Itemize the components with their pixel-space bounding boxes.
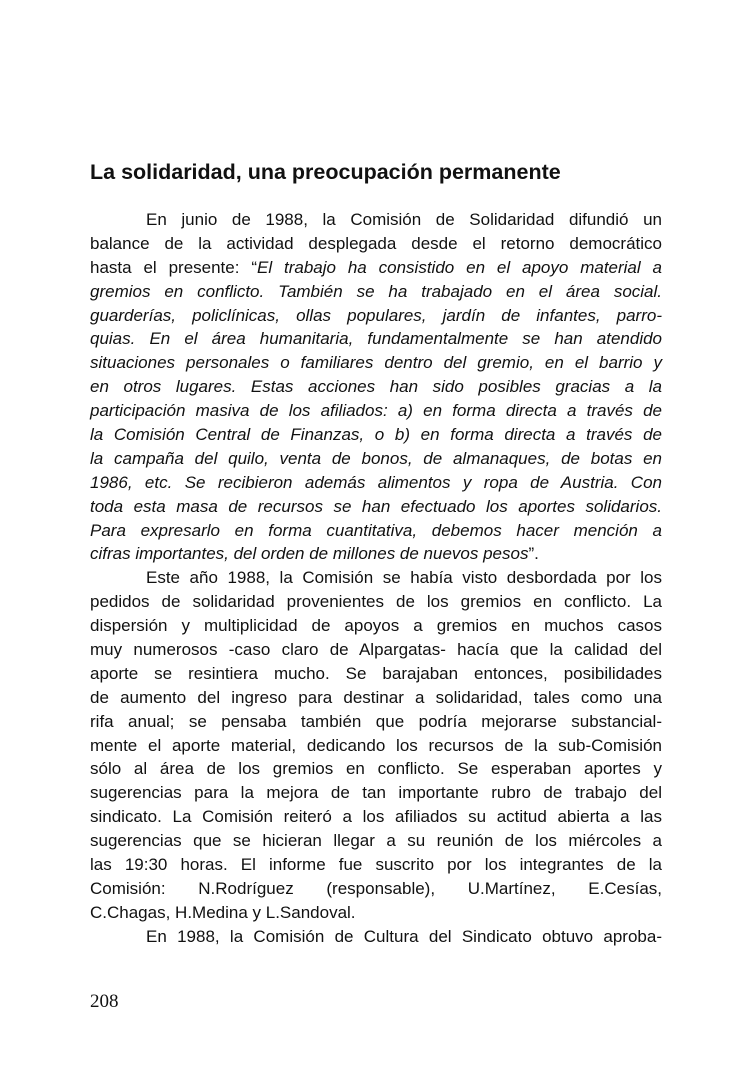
- text-line: [90, 542, 662, 566]
- text-line: mente el aporte material, dedicando los recursos de la sub-Comisión: [90, 735, 662, 755]
- text-line: dispersión y multiplicidad de apoyos a gremios en muchos casos: [90, 616, 662, 636]
- text-line: de aumento del ingreso para destinar a solidaridad, tales como una: [90, 687, 662, 707]
- text-line: En 1988, la Comisión de Cultura del Sindicato obtuvo aproba-: [146, 926, 662, 946]
- text-line: rifa anual; se pensaba también que podría mejorarse substancial-: [90, 711, 662, 731]
- text-line: C.Chagas, H.Medina y L.Sandoval.: [90, 902, 356, 922]
- text-run: El trabajo ha consistido en el apoyo material a: [257, 257, 662, 277]
- text-line: gremios en conflicto. También se ha trabajado en el área social.: [90, 281, 662, 301]
- text-line: aporte se resintiera mucho. Se barajaban entonces, posibilidades: [90, 663, 662, 683]
- text-line: sindicato. La Comisión reiteró a los afiliados su actitud abierta a las: [90, 807, 662, 827]
- text-run: hasta el presente: “: [90, 257, 257, 277]
- text-line: [90, 256, 662, 280]
- text-line: pedidos de solidaridad provenientes de los gremios en conflicto. La: [90, 592, 662, 612]
- text-line: sólo al área de los gremios en conflicto. Se esperaban aportes y: [90, 759, 662, 779]
- paragraph-culture-commission: [90, 925, 662, 949]
- text-line: la Comisión Central de Finanzas, o b) en forma directa a través de: [90, 425, 662, 445]
- text-line: situaciones personales o familiares dentro del gremio, en el barrio y: [90, 353, 662, 373]
- section-heading: La solidaridad, una preocupación permanente: [90, 160, 561, 184]
- text-line: en otros lugares. Estas acciones han sido posibles gracias a la: [90, 377, 662, 397]
- text-run: cifras importantes, del orden de millones de nuevos pesos: [90, 544, 529, 564]
- text-line: 1986, etc. Se recibieron además alimentos y ropa de Austria. Con: [90, 472, 662, 492]
- text-line: quias. En el área humanitaria, fundamentalmente se han atendido: [90, 329, 662, 349]
- text-line: muy numerosos -caso claro de Alpargatas- hacía que la calidad del: [90, 640, 662, 660]
- text-line: participación masiva de los afiliados: a) en forma directa a través de: [90, 401, 662, 421]
- page-number: 208: [90, 991, 119, 1012]
- text-line: toda esta masa de recursos se han efectuado los aportes solidarios.: [90, 496, 662, 516]
- text-line: las 19:30 horas. El informe fue suscrito por los integrantes de la: [90, 855, 662, 875]
- text-line: guarderías, policlínicas, ollas populares, jardín de infantes, parro-: [90, 305, 662, 325]
- text-line: Para expresarlo en forma cuantitativa, debemos hacer mención a: [90, 520, 662, 540]
- text-line: Este año 1988, la Comisión se había visto desbordada por los: [146, 568, 662, 588]
- text-line: la campaña del quilo, venta de bonos, de almanaques, de botas en: [90, 448, 662, 468]
- text-line: En junio de 1988, la Comisión de Solidaridad difundió un: [146, 210, 662, 229]
- text-line: Comisión: N.Rodríguez (responsable), U.Martínez, E.Cesías,: [90, 878, 662, 898]
- body-text: [90, 208, 662, 949]
- text-line: sugerencias para la mejora de tan importante rubro de trabajo del: [90, 783, 662, 803]
- text-line: sugerencias que se hicieran llegar a su reunión de los miércoles a: [90, 831, 662, 851]
- text-line: balance de la actividad desplegada desde el retorno democrático: [90, 233, 662, 253]
- paragraph-commission-1988: [90, 566, 662, 924]
- paragraph-solidarity-balance: [90, 208, 662, 566]
- text-run: ”.: [528, 544, 539, 564]
